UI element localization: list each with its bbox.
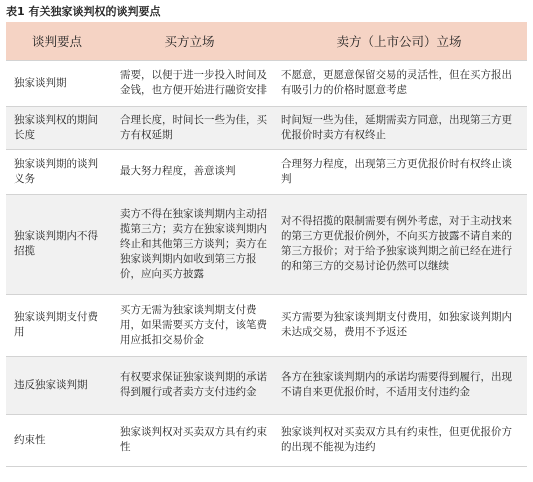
header-negotiation-point: 谈判要点	[6, 22, 108, 60]
cell-negotiation-point: 独家谈判期的谈判义务	[6, 149, 108, 194]
table-header-row	[6, 22, 527, 60]
cell-buyer-position: 买方无需为独家谈判期支付费用，如果需要买方支付，该笔费用应抵扣交易价金	[108, 294, 271, 356]
cell-seller-position: 对不得招揽的限制需要有例外考虑，对于主动找来的第三方更优报价例外，不向买方披露不请自来的第三方报价；对于给予独家谈判期之前已经在进行的和第三方的交易讨论仍然可以继续	[271, 194, 527, 294]
cell-seller-position: 不愿意，更愿意保留交易的灵活性，但在买方报出有吸引力的价格时愿意考虑	[271, 60, 527, 106]
header-buyer-position: 买方立场	[108, 22, 271, 60]
cell-negotiation-point: 独家谈判期内不得招揽	[6, 194, 108, 294]
negotiation-points-table	[6, 22, 527, 467]
cell-negotiation-point: 独家谈判期支付费用	[6, 294, 108, 356]
cell-negotiation-point: 独家谈判权的期间长度	[6, 106, 108, 149]
cell-seller-position: 时间短一些为佳，延期需卖方同意，出现第三方更优报价时卖方有权终止	[271, 106, 527, 149]
table-row	[6, 60, 527, 106]
cell-buyer-position: 需要，以便于进一步投入时间及金钱，也方便开始进行融资安排	[108, 60, 271, 106]
cell-seller-position: 合理努力程度，出现第三方更优报价时有权终止谈判	[271, 149, 527, 194]
cell-negotiation-point: 独家谈判期	[6, 60, 108, 106]
cell-buyer-position: 最大努力程度，善意谈判	[108, 149, 271, 194]
table-row	[6, 414, 527, 466]
table-row	[6, 194, 527, 294]
cell-buyer-position: 合理长度，时间长一些为佳，买方有权延期	[108, 106, 271, 149]
cell-buyer-position: 独家谈判权对买卖双方具有约束性	[108, 414, 271, 466]
cell-seller-position: 买方需要为独家谈判期支付费用，如独家谈判期内未达成交易，费用不予返还	[271, 294, 527, 356]
cell-buyer-position: 有权要求保证独家谈判期的承诺得到履行或者卖方支付违约金	[108, 356, 271, 414]
cell-buyer-position: 卖方不得在独家谈判期内主动招揽第三方；卖方在独家谈判期内终止和其他第三方谈判；卖方在独家谈判期内如收到第三方报价，应向买方披露	[108, 194, 271, 294]
table-caption: 表1 有关独家谈判权的谈判要点	[6, 5, 161, 18]
cell-seller-position: 独家谈判权对买卖双方具有约束性，但更优报价方的出现不能视为违约	[271, 414, 527, 466]
table-row	[6, 356, 527, 414]
cell-seller-position: 各方在独家谈判期内的承诺均需要得到履行，出现不请自来更优报价时，不适用支付违约金	[271, 356, 527, 414]
table-row	[6, 294, 527, 356]
table-row	[6, 149, 527, 194]
table-row	[6, 106, 527, 149]
cell-negotiation-point: 违反独家谈判期	[6, 356, 108, 414]
header-seller-position: 卖方（上市公司）立场	[271, 22, 527, 60]
cell-negotiation-point: 约束性	[6, 414, 108, 466]
